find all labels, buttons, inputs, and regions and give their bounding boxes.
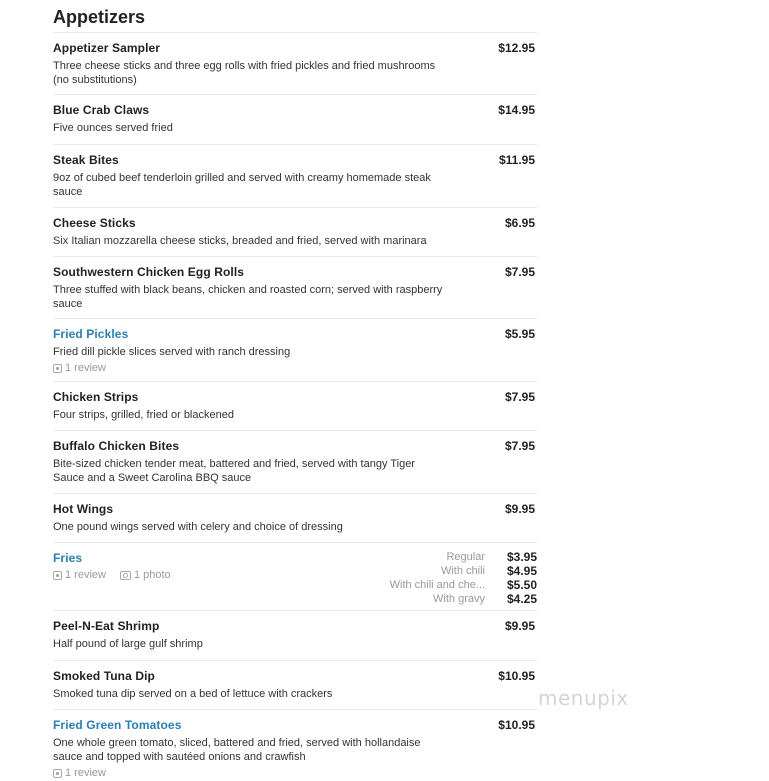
variant-label: With chili <box>440 565 485 577</box>
item-name: Hot Wings <box>53 502 114 516</box>
menu-item <box>53 709 537 781</box>
menu-item <box>53 493 537 542</box>
menu-item <box>53 542 537 610</box>
price-variants <box>355 550 538 606</box>
menu-item <box>53 94 537 144</box>
variant-price: $4.25 <box>507 592 538 606</box>
item-name: Southwestern Chicken Egg Rolls <box>53 265 245 279</box>
item-meta <box>53 362 537 375</box>
item-name: Smoked Tuna Dip <box>53 669 155 683</box>
item-price: $9.95 <box>504 619 535 633</box>
review-link[interactable]: 1 review <box>65 362 106 374</box>
item-name: Peel-N-Eat Shrimp <box>53 619 160 633</box>
menu-item <box>53 318 537 381</box>
variant-label: With chili and che... <box>389 579 485 591</box>
item-description: Bite-sized chicken tender meat, battered and fried, served with tangy Tiger Sauce and a Sweet Carolina BBQ sauce <box>53 458 415 484</box>
variant-price: $5.50 <box>507 578 538 592</box>
menu-item <box>53 430 537 493</box>
item-description: One pound wings served with celery and choice of dressing <box>53 521 343 533</box>
variant-row <box>355 550 538 564</box>
item-price: $6.95 <box>504 216 535 230</box>
variant-price: $3.95 <box>507 550 538 564</box>
item-price: $7.95 <box>504 390 535 404</box>
review-icon <box>53 769 62 778</box>
item-name: Cheese Sticks <box>53 216 136 230</box>
menu-item <box>53 207 537 256</box>
item-price: $5.95 <box>504 327 535 341</box>
item-description: One whole green tomato, sliced, battered and fried, served with hollandaise sauce and topped with sautéed onions and crawfish <box>53 737 421 763</box>
variant-row <box>355 578 538 592</box>
variant-label: With gravy <box>433 593 485 605</box>
item-meta <box>53 767 537 780</box>
watermark-logo: menupix <box>538 686 629 710</box>
item-price: $7.95 <box>504 265 535 279</box>
item-description: 9oz of cubed beef tenderloin grilled and served with creamy homemade steak sauce <box>53 172 431 198</box>
item-price: $11.95 <box>498 153 535 167</box>
item-price: $14.95 <box>498 103 535 117</box>
variant-label: Regular <box>446 551 485 563</box>
item-description: Six Italian mozzarella cheese sticks, breaded and fried, served with marinara <box>53 235 427 247</box>
item-name: Appetizer Sampler <box>53 41 161 55</box>
item-description: Fried dill pickle slices served with ranch dressing <box>53 346 291 358</box>
camera-icon <box>120 571 131 580</box>
item-price: $10.95 <box>498 669 535 683</box>
menu-section <box>53 0 537 781</box>
item-price: $9.95 <box>504 502 535 516</box>
item-price: $7.95 <box>504 439 535 453</box>
item-description: Half pound of large gulf shrimp <box>53 638 203 650</box>
item-name-link[interactable]: Fried Green Tomatoes <box>53 718 182 732</box>
review-link[interactable]: 1 review <box>65 767 106 779</box>
item-description: Five ounces served fried <box>53 122 173 134</box>
variant-row <box>355 592 538 606</box>
item-name-link[interactable]: Fries <box>53 551 83 565</box>
menu-item <box>53 610 537 660</box>
menu-item <box>53 381 537 430</box>
item-description: Four strips, grilled, fried or blackened <box>53 409 234 421</box>
variant-price: $4.95 <box>507 564 538 578</box>
item-name: Blue Crab Claws <box>53 103 150 117</box>
item-price: $12.95 <box>498 41 535 55</box>
item-description: Three cheese sticks and three egg rolls with fried pickles and fried mushrooms (no substitutions) <box>53 60 436 86</box>
review-icon <box>53 364 62 373</box>
variant-row <box>355 564 538 578</box>
menu-item <box>53 256 537 318</box>
menu-item <box>53 144 537 207</box>
review-icon <box>53 571 62 580</box>
menu-item <box>53 660 537 709</box>
item-name: Steak Bites <box>53 153 119 167</box>
item-name: Chicken Strips <box>53 390 139 404</box>
item-price: $10.95 <box>498 718 535 732</box>
item-name: Buffalo Chicken Bites <box>53 439 180 453</box>
menu-item <box>53 32 537 94</box>
item-description: Smoked tuna dip served on a bed of lettuce with crackers <box>53 688 333 700</box>
review-link[interactable]: 1 review <box>65 569 106 581</box>
photo-link[interactable]: 1 photo <box>133 569 171 581</box>
item-name-link[interactable]: Fried Pickles <box>53 327 129 341</box>
section-title: Appetizers <box>53 7 146 27</box>
item-description: Three stuffed with black beans, chicken and roasted corn; served with raspberry sauce <box>53 284 443 310</box>
